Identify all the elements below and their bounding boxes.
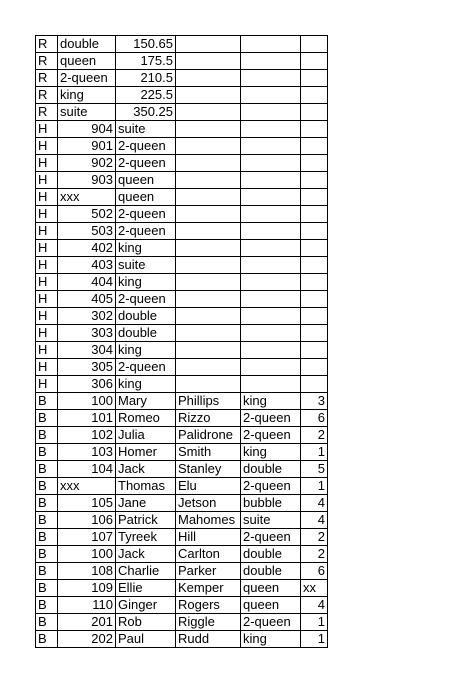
table-cell[interactable]: R — [36, 87, 58, 104]
table-cell[interactable]: Paul — [116, 631, 176, 648]
table-cell[interactable]: king — [116, 342, 176, 359]
table-cell[interactable]: 3 — [301, 393, 328, 410]
table-cell[interactable] — [176, 104, 241, 121]
table-cell[interactable]: 175.5 — [116, 53, 176, 70]
table-cell[interactable] — [301, 70, 328, 87]
table-cell[interactable]: 503 — [58, 223, 116, 240]
table-cell[interactable]: 2-queen — [116, 359, 176, 376]
table-cell[interactable] — [176, 274, 241, 291]
table-cell[interactable] — [301, 257, 328, 274]
table-cell[interactable]: Rob — [116, 614, 176, 631]
table-cell[interactable]: H — [36, 325, 58, 342]
table-cell[interactable]: Julia — [116, 427, 176, 444]
table-cell[interactable]: 2 — [301, 427, 328, 444]
table-row — [36, 597, 328, 614]
table-row — [36, 53, 328, 70]
table-cell[interactable]: B — [36, 580, 58, 597]
table-cell[interactable]: 210.5 — [116, 70, 176, 87]
table-row — [36, 121, 328, 138]
table-cell[interactable]: 105 — [58, 495, 116, 512]
table-cell[interactable]: Charlie — [116, 563, 176, 580]
table-cell[interactable]: 304 — [58, 342, 116, 359]
table-cell[interactable] — [301, 376, 328, 393]
table-cell[interactable]: 109 — [58, 580, 116, 597]
table-cell[interactable]: H — [36, 155, 58, 172]
table-cell[interactable] — [301, 172, 328, 189]
table-cell[interactable] — [301, 189, 328, 206]
table-cell[interactable]: king — [116, 376, 176, 393]
table-cell[interactable]: Jack — [116, 461, 176, 478]
table-cell[interactable]: H — [36, 206, 58, 223]
table-cell[interactable] — [241, 308, 301, 325]
table-row — [36, 70, 328, 87]
table-row — [36, 257, 328, 274]
table-cell[interactable]: R — [36, 53, 58, 70]
table-row — [36, 138, 328, 155]
table-cell[interactable]: 150.65 — [116, 36, 176, 53]
table-cell[interactable]: B — [36, 597, 58, 614]
table-cell[interactable] — [301, 308, 328, 325]
table-cell[interactable] — [176, 257, 241, 274]
table-cell[interactable]: Phillips — [176, 393, 241, 410]
table-cell[interactable]: Jetson — [176, 495, 241, 512]
table-cell[interactable]: 2-queen — [116, 206, 176, 223]
table-cell[interactable]: double — [241, 546, 301, 563]
table-cell[interactable]: 1 — [301, 631, 328, 648]
table-cell[interactable]: king — [58, 87, 116, 104]
table-cell[interactable]: 901 — [58, 138, 116, 155]
table-cell[interactable]: H — [36, 257, 58, 274]
table-cell[interactable]: queen — [116, 172, 176, 189]
table-cell[interactable]: Patrick — [116, 512, 176, 529]
table-row — [36, 512, 328, 529]
table-cell[interactable]: Hill — [176, 529, 241, 546]
table-row — [36, 461, 328, 478]
table-cell[interactable]: king — [116, 240, 176, 257]
table-cell[interactable] — [176, 359, 241, 376]
table-cell[interactable]: Rizzo — [176, 410, 241, 427]
table-cell[interactable]: 403 — [58, 257, 116, 274]
table-cell[interactable] — [176, 36, 241, 53]
table-cell[interactable]: 100 — [58, 546, 116, 563]
table-cell[interactable] — [241, 342, 301, 359]
table-cell[interactable] — [176, 172, 241, 189]
table-cell[interactable] — [301, 359, 328, 376]
table-cell[interactable] — [241, 325, 301, 342]
table-row — [36, 172, 328, 189]
spreadsheet-body — [36, 36, 328, 648]
table-cell[interactable]: king — [241, 393, 301, 410]
table-cell[interactable] — [241, 189, 301, 206]
table-row — [36, 359, 328, 376]
table-cell[interactable]: 107 — [58, 529, 116, 546]
table-cell[interactable]: Homer — [116, 444, 176, 461]
table-cell[interactable]: suite — [116, 257, 176, 274]
table-cell[interactable] — [241, 291, 301, 308]
table-cell[interactable]: Rogers — [176, 597, 241, 614]
table-cell[interactable]: 2-queen — [241, 614, 301, 631]
table-cell[interactable] — [176, 376, 241, 393]
table-cell[interactable]: 2-queen — [58, 70, 116, 87]
table-cell[interactable] — [176, 342, 241, 359]
table-cell[interactable]: Jane — [116, 495, 176, 512]
table-row — [36, 87, 328, 104]
table-row — [36, 104, 328, 121]
table-cell[interactable] — [176, 189, 241, 206]
table-cell[interactable]: 1 — [301, 478, 328, 495]
table-cell[interactable]: H — [36, 291, 58, 308]
table-row — [36, 291, 328, 308]
table-cell[interactable]: H — [36, 121, 58, 138]
table-cell[interactable]: double — [58, 36, 116, 53]
table-cell[interactable] — [301, 36, 328, 53]
table-cell[interactable]: B — [36, 444, 58, 461]
table-cell[interactable]: 108 — [58, 563, 116, 580]
table-cell[interactable]: 6 — [301, 563, 328, 580]
table-row — [36, 274, 328, 291]
table-cell[interactable]: 202 — [58, 631, 116, 648]
table-cell[interactable]: 904 — [58, 121, 116, 138]
table-cell[interactable]: 903 — [58, 172, 116, 189]
table-row — [36, 342, 328, 359]
table-cell[interactable]: 2-queen — [241, 410, 301, 427]
table-cell[interactable]: B — [36, 495, 58, 512]
table-cell[interactable]: 5 — [301, 461, 328, 478]
table-cell[interactable] — [241, 240, 301, 257]
table-row — [36, 410, 328, 427]
table-cell[interactable]: 4 — [301, 597, 328, 614]
table-cell[interactable] — [241, 223, 301, 240]
table-cell[interactable] — [301, 121, 328, 138]
table-cell[interactable] — [176, 121, 241, 138]
table-cell[interactable]: 302 — [58, 308, 116, 325]
table-row — [36, 393, 328, 410]
table-cell[interactable]: 2-queen — [241, 529, 301, 546]
table-cell[interactable]: 303 — [58, 325, 116, 342]
table-cell[interactable]: B — [36, 478, 58, 495]
table-cell[interactable]: suite — [116, 121, 176, 138]
table-cell[interactable]: king — [241, 444, 301, 461]
table-cell[interactable]: 305 — [58, 359, 116, 376]
table-cell[interactable]: 2-queen — [116, 155, 176, 172]
table-cell[interactable]: B — [36, 512, 58, 529]
table-cell[interactable]: Rudd — [176, 631, 241, 648]
table-row — [36, 376, 328, 393]
table-row — [36, 155, 328, 172]
table-cell[interactable]: 306 — [58, 376, 116, 393]
table-cell[interactable]: H — [36, 274, 58, 291]
table-cell[interactable]: H — [36, 342, 58, 359]
table-cell[interactable]: 106 — [58, 512, 116, 529]
table-cell[interactable] — [176, 206, 241, 223]
table-cell[interactable]: R — [36, 104, 58, 121]
table-cell[interactable] — [241, 70, 301, 87]
table-cell[interactable]: H — [36, 172, 58, 189]
table-cell[interactable] — [301, 274, 328, 291]
table-cell[interactable] — [241, 172, 301, 189]
table-cell[interactable] — [176, 240, 241, 257]
table-row — [36, 36, 328, 53]
table-cell[interactable] — [301, 223, 328, 240]
table-cell[interactable]: H — [36, 138, 58, 155]
table-cell[interactable]: 100 — [58, 393, 116, 410]
table-cell[interactable]: R — [36, 36, 58, 53]
table-cell[interactable] — [176, 155, 241, 172]
table-cell[interactable]: 4 — [301, 495, 328, 512]
table-row — [36, 478, 328, 495]
table-cell[interactable]: B — [36, 563, 58, 580]
table-cell[interactable]: Smith — [176, 444, 241, 461]
table-cell[interactable] — [241, 121, 301, 138]
spreadsheet-grid — [35, 35, 328, 648]
table-cell[interactable]: xx — [301, 580, 328, 597]
table-cell[interactable]: 6 — [301, 410, 328, 427]
table-cell[interactable] — [241, 104, 301, 121]
table-cell[interactable]: xxx — [58, 478, 116, 495]
table-cell[interactable]: Romeo — [116, 410, 176, 427]
table-cell[interactable]: Kemper — [176, 580, 241, 597]
table-cell[interactable]: H — [36, 240, 58, 257]
table-cell[interactable]: B — [36, 461, 58, 478]
table-cell[interactable] — [301, 138, 328, 155]
table-cell[interactable]: Tyreek — [116, 529, 176, 546]
table-cell[interactable]: B — [36, 410, 58, 427]
table-cell[interactable]: Riggle — [176, 614, 241, 631]
table-cell[interactable]: H — [36, 376, 58, 393]
table-cell[interactable]: 2 — [301, 529, 328, 546]
table-cell[interactable]: 104 — [58, 461, 116, 478]
table-row — [36, 631, 328, 648]
table-cell[interactable]: R — [36, 70, 58, 87]
table-row — [36, 223, 328, 240]
table-cell[interactable]: 2-queen — [116, 223, 176, 240]
table-cell[interactable]: 1 — [301, 614, 328, 631]
table-cell[interactable]: Parker — [176, 563, 241, 580]
table-cell[interactable]: 2 — [301, 546, 328, 563]
table-cell[interactable]: 110 — [58, 597, 116, 614]
table-cell[interactable]: 2-queen — [116, 291, 176, 308]
table-cell[interactable]: 405 — [58, 291, 116, 308]
table-cell[interactable]: 902 — [58, 155, 116, 172]
table-cell[interactable]: Carlton — [176, 546, 241, 563]
table-cell[interactable]: 4 — [301, 512, 328, 529]
table-cell[interactable] — [176, 325, 241, 342]
table-row — [36, 614, 328, 631]
table-cell[interactable] — [301, 291, 328, 308]
table-cell[interactable]: H — [36, 189, 58, 206]
table-cell[interactable]: queen — [58, 53, 116, 70]
table-cell[interactable]: 2-queen — [116, 138, 176, 155]
table-cell[interactable]: 101 — [58, 410, 116, 427]
table-cell[interactable]: xxx — [58, 189, 116, 206]
table-row — [36, 427, 328, 444]
table-cell[interactable]: 201 — [58, 614, 116, 631]
table-cell[interactable]: double — [241, 461, 301, 478]
table-cell[interactable] — [301, 104, 328, 121]
table-cell[interactable] — [241, 53, 301, 70]
table-cell[interactable]: H — [36, 359, 58, 376]
table-cell[interactable]: 404 — [58, 274, 116, 291]
table-cell[interactable]: Ellie — [116, 580, 176, 597]
table-cell[interactable]: double — [116, 308, 176, 325]
table-cell[interactable]: Jack — [116, 546, 176, 563]
table-row — [36, 529, 328, 546]
table-cell[interactable]: suite — [58, 104, 116, 121]
table-cell[interactable]: 402 — [58, 240, 116, 257]
table-row — [36, 563, 328, 580]
table-cell[interactable] — [241, 376, 301, 393]
table-cell[interactable]: 2-queen — [241, 478, 301, 495]
table-row — [36, 444, 328, 461]
table-cell[interactable]: B — [36, 393, 58, 410]
table-cell[interactable] — [301, 240, 328, 257]
table-cell[interactable]: B — [36, 614, 58, 631]
table-cell[interactable]: B — [36, 529, 58, 546]
table-cell[interactable]: B — [36, 631, 58, 648]
table-cell[interactable]: H — [36, 223, 58, 240]
table-cell[interactable] — [241, 138, 301, 155]
table-cell[interactable] — [241, 274, 301, 291]
table-cell[interactable] — [176, 53, 241, 70]
table-cell[interactable]: queen — [241, 580, 301, 597]
table-cell[interactable]: 350.25 — [116, 104, 176, 121]
table-cell[interactable] — [301, 155, 328, 172]
table-cell[interactable] — [176, 70, 241, 87]
table-cell[interactable]: Elu — [176, 478, 241, 495]
table-cell[interactable]: 2-queen — [241, 427, 301, 444]
table-row — [36, 495, 328, 512]
table-cell[interactable] — [176, 223, 241, 240]
table-cell[interactable]: 1 — [301, 444, 328, 461]
table-cell[interactable]: king — [116, 274, 176, 291]
table-cell[interactable] — [241, 36, 301, 53]
table-cell[interactable]: Stanley — [176, 461, 241, 478]
table-cell[interactable]: king — [241, 631, 301, 648]
table-cell[interactable] — [176, 308, 241, 325]
table-cell[interactable]: 502 — [58, 206, 116, 223]
table-cell[interactable]: B — [36, 427, 58, 444]
table-cell[interactable]: Thomas — [116, 478, 176, 495]
table-cell[interactable]: queen — [241, 597, 301, 614]
table-cell[interactable]: B — [36, 546, 58, 563]
table-cell[interactable]: Mahomes — [176, 512, 241, 529]
table-cell[interactable]: 103 — [58, 444, 116, 461]
table-cell[interactable] — [301, 342, 328, 359]
table-cell[interactable] — [301, 53, 328, 70]
table-cell[interactable] — [176, 138, 241, 155]
table-cell[interactable]: Mary — [116, 393, 176, 410]
table-cell[interactable]: H — [36, 308, 58, 325]
table-cell[interactable]: 225.5 — [116, 87, 176, 104]
table-row — [36, 546, 328, 563]
table-cell[interactable]: queen — [116, 189, 176, 206]
table-cell[interactable]: bubble — [241, 495, 301, 512]
table-row — [36, 580, 328, 597]
table-cell[interactable] — [241, 359, 301, 376]
table-cell[interactable] — [301, 87, 328, 104]
table-cell[interactable]: double — [116, 325, 176, 342]
table-cell[interactable]: double — [241, 563, 301, 580]
table-cell[interactable] — [301, 325, 328, 342]
table-cell[interactable] — [241, 155, 301, 172]
table-cell[interactable]: suite — [241, 512, 301, 529]
table-cell[interactable] — [241, 87, 301, 104]
table-cell[interactable]: Ginger — [116, 597, 176, 614]
table-cell[interactable] — [241, 206, 301, 223]
table-row — [36, 325, 328, 342]
table-cell[interactable]: 102 — [58, 427, 116, 444]
table-cell[interactable] — [301, 206, 328, 223]
table-row — [36, 240, 328, 257]
table-row — [36, 206, 328, 223]
table-cell[interactable]: Palidrone — [176, 427, 241, 444]
table-cell[interactable] — [176, 291, 241, 308]
table-row — [36, 308, 328, 325]
table-cell[interactable] — [241, 257, 301, 274]
table-cell[interactable] — [176, 87, 241, 104]
table-row — [36, 189, 328, 206]
